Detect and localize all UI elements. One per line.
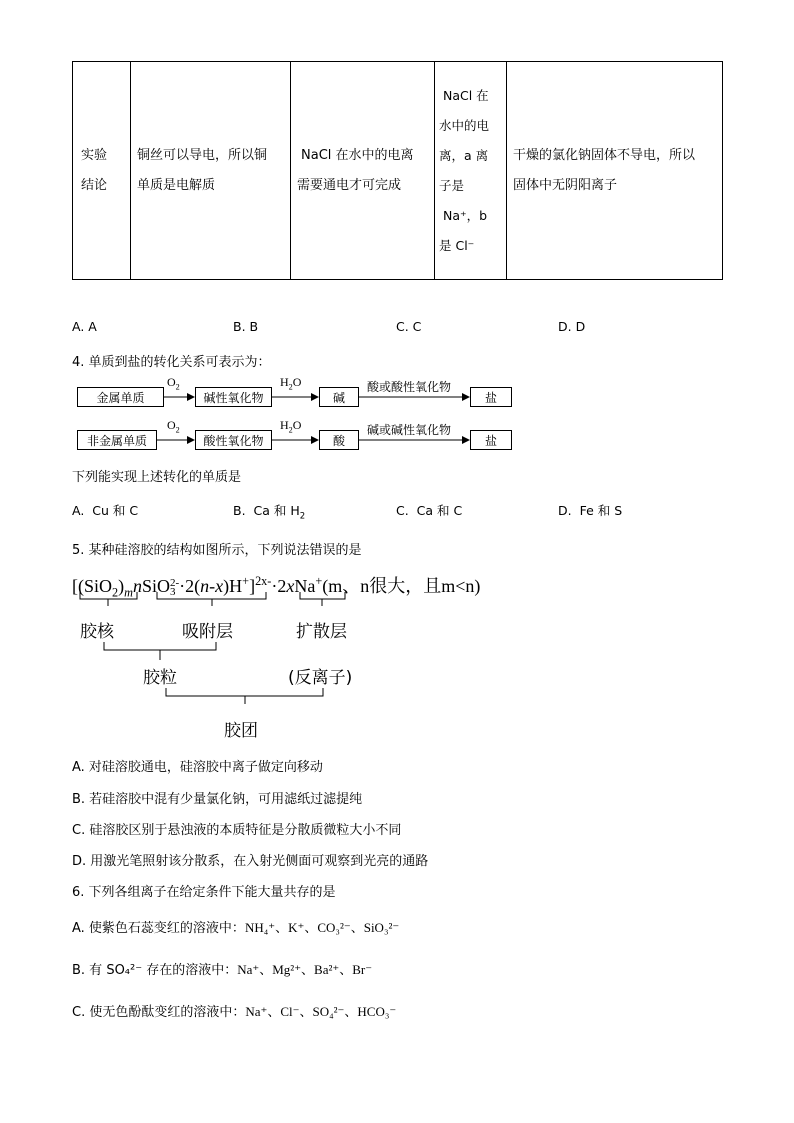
box-acid: 酸: [319, 430, 359, 450]
box-acidic-oxide: 酸性氧化物: [195, 430, 272, 450]
header-line: 结论: [81, 177, 108, 193]
reagent-acid: 酸或酸性氧化物: [367, 380, 452, 394]
q6-option-c: C. 使无色酚酞变红的溶液中：Na⁺、Cl⁻、SO₄²⁻、HCO₃⁻: [72, 1004, 397, 1020]
silica-sol-formula: [$(SiO_2)_mnSiO$ 2- 3 ·2(n-x)H+]$^{2x-}$·2xNa+(m、n很大，且m<n): [72, 574, 481, 600]
option-b: B. B: [233, 319, 259, 334]
reagent-h2o: $H_2O$: [280, 418, 302, 435]
box-metal: 金属单质: [77, 387, 164, 407]
header-line: 实验: [81, 147, 108, 163]
cell-line: 固体中无阴阳离子: [513, 177, 618, 193]
bracket-adsorb: [157, 592, 266, 599]
label-counter-ion: (反离子): [288, 668, 353, 688]
cell-line: 是 Cl⁻: [439, 237, 475, 253]
q5-option-c: C. 硅溶胶区别于悬浊液的本质特征是分散质微粒大小不同: [72, 823, 402, 838]
bracket-core: [80, 592, 137, 599]
q4-option-a: A. Cu 和 C: [72, 503, 139, 518]
box-salt-2: 盐: [470, 430, 512, 450]
cell-line: 单质是电解质: [137, 177, 216, 193]
reagent-h2o: $H_2O$: [280, 375, 302, 392]
q5-option-a: A. 对硅溶胶通电，硅溶胶中离子做定向移动: [72, 760, 323, 775]
q4-option-b: B. Ca 和 $H_2$: [233, 503, 306, 522]
q4-option-d: D. Fe 和 S: [558, 503, 623, 518]
question-6-stem: 6. 下列各组离子在给定条件下能大量共存的是: [72, 885, 336, 900]
reagent-base: 碱或碱性氧化物: [367, 423, 452, 437]
bracket-micelle: [166, 688, 323, 696]
cell-line: 铜丝可以导电，所以铜: [137, 147, 268, 163]
cell-line: 干燥的氯化钠固体不导电，所以: [513, 147, 696, 163]
q6-option-b: B. 有 SO₄²⁻ 存在的溶液中：Na⁺、Mg²⁺、Ba²⁺、Br⁻: [72, 962, 373, 978]
question-5-stem: 5. 某种硅溶胶的结构如图所示，下列说法错误的是: [72, 543, 362, 558]
box-base: 碱: [319, 387, 359, 407]
reagent-o2: $O_2$: [167, 375, 180, 392]
structure-brackets: [0, 590, 794, 720]
box-nonmetal: 非金属单质: [77, 430, 157, 450]
reagent-o2: $O_2$: [167, 418, 180, 435]
bracket-particle: [104, 642, 216, 650]
option-a: A. A: [72, 319, 97, 334]
cell-line: 水中的电: [439, 117, 490, 133]
arrow-lines: [0, 0, 794, 470]
cell-line: 子是: [439, 177, 465, 193]
cell-line: NaCl 在: [443, 87, 489, 103]
label-diffuse: 扩散层: [296, 622, 347, 642]
label-adsorb: 吸附层: [182, 622, 233, 642]
question-4-prompt: 下列能实现上述转化的单质是: [72, 470, 242, 485]
option-c: C. C: [396, 319, 422, 334]
cell-line: Na⁺，b: [443, 207, 488, 223]
label-micelle: 胶团: [224, 721, 258, 741]
question-4-stem: 4. 单质到盐的转化关系可表示为：: [72, 355, 271, 370]
q5-option-d: D. 用激光笔照射该分散系，在入射光侧面可观察到光亮的通路: [72, 854, 429, 869]
q4-option-c: C. Ca 和 C: [396, 503, 463, 518]
label-particle: 胶粒: [143, 668, 177, 688]
cell-line: 离，a 离: [439, 147, 489, 163]
box-salt: 盐: [470, 387, 512, 407]
cell-line: NaCl 在水中的电离: [301, 147, 414, 163]
bracket-diffuse: [300, 592, 345, 599]
q5-option-b: B. 若硅溶胶中混有少量氯化钠，可用滤纸过滤提纯: [72, 792, 363, 807]
box-basic-oxide: 碱性氧化物: [195, 387, 272, 407]
cell-line: 需要通电才可完成: [297, 177, 402, 193]
q6-option-a: A. 使紫色石蕊变红的溶液中：NH₄⁺、K⁺、CO₃²⁻、SiO₃²⁻: [72, 920, 400, 936]
label-core: 胶核: [80, 622, 114, 642]
option-d: D. D: [558, 319, 586, 334]
